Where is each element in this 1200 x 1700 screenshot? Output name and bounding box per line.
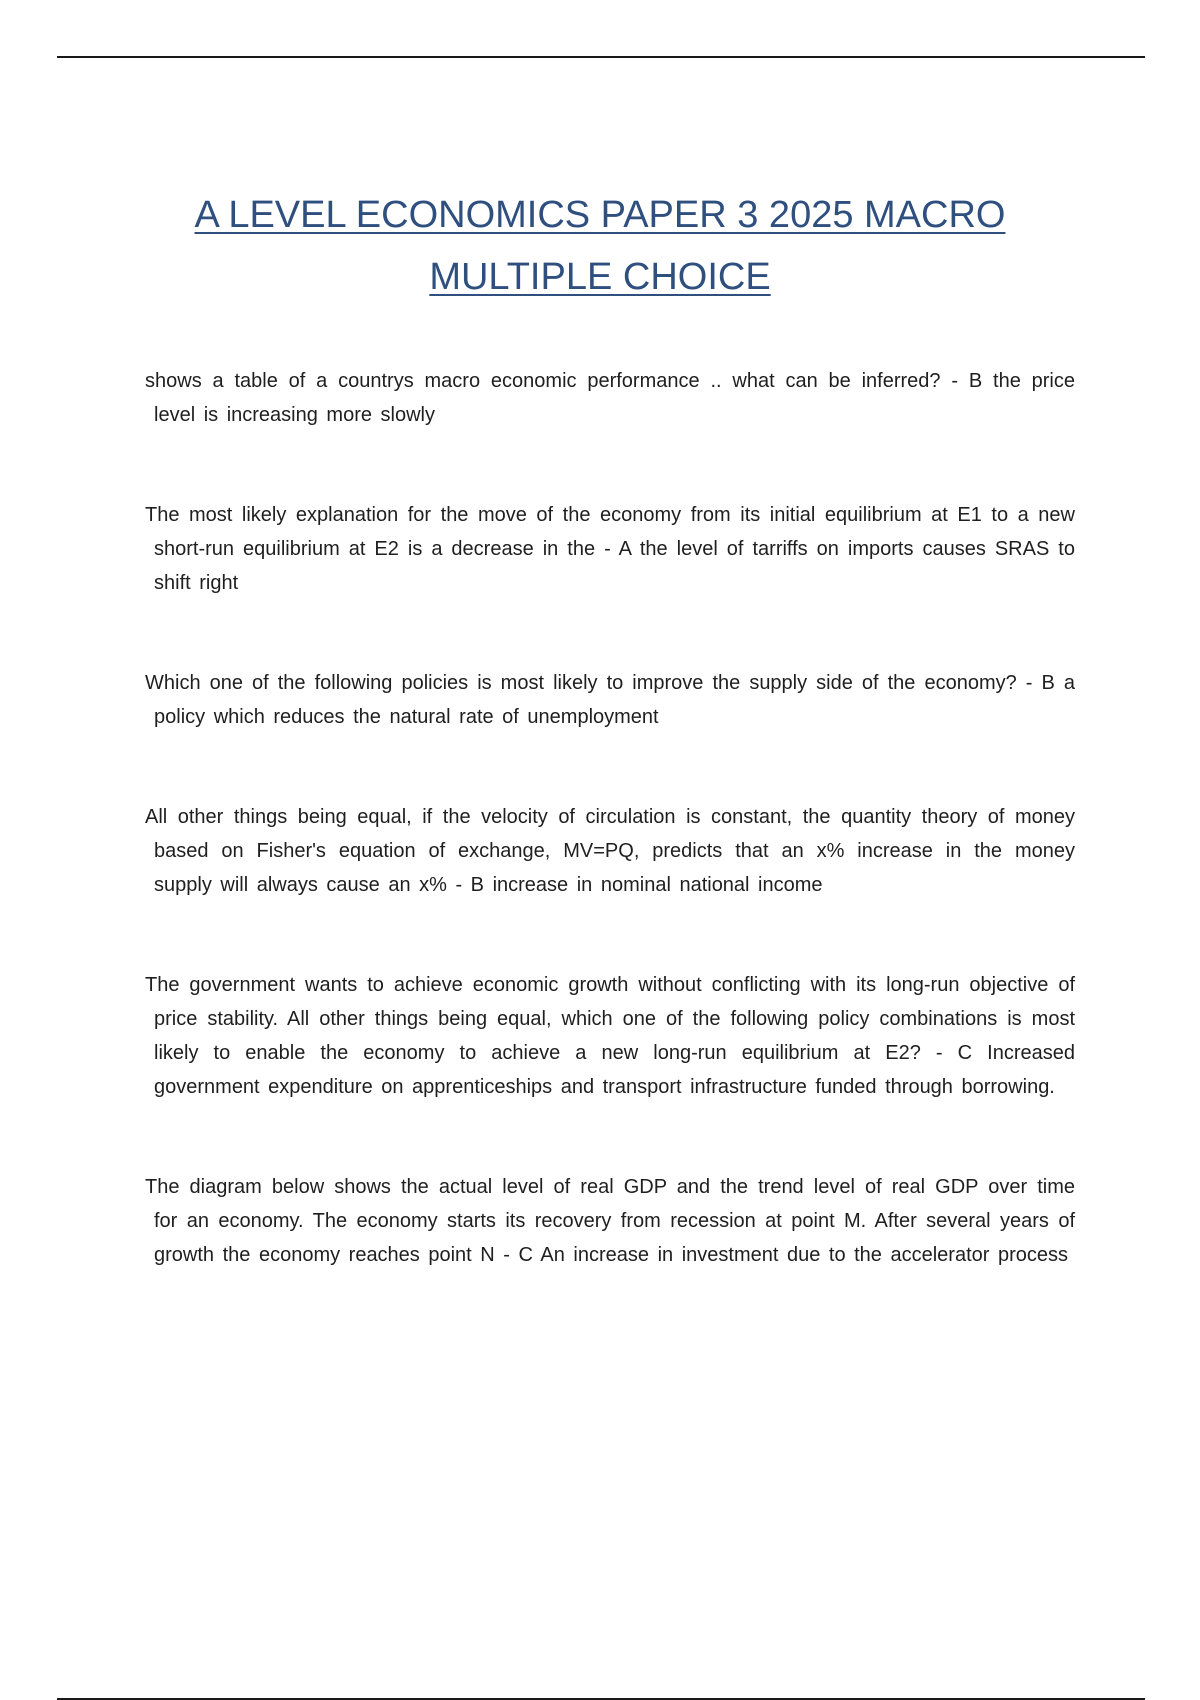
title-line-2: MULTIPLE CHOICE <box>429 256 771 298</box>
top-rule <box>57 56 1145 58</box>
qa-item-1: shows a table of a countrys macro economic performance .. what can be inferred? - B the price level is increasing more slowly <box>145 370 1075 426</box>
title-line-1: A LEVEL ECONOMICS PAPER 3 2025 MACRO <box>194 194 1006 236</box>
qa-item-2: The most likely explanation for the move of the economy from its initial equilibrium at E1 to a new short-run equilibrium at E2 is a decrease in the - A the level of tarriffs on imports causes SRAS to shift right <box>145 504 1075 594</box>
document-title <box>100 184 1100 308</box>
question-answer-list <box>145 364 1075 1272</box>
qa-item-4: All other things being equal, if the velocity of circulation is constant, the quantity theory of money based on Fisher's equation of exchange, MV=PQ, predicts that an x% increase in the money supply will always cause an x% - B increase in nominal national income <box>145 806 1075 896</box>
qa-item-5: The government wants to achieve economic growth without conflicting with its long-run objective of price stability. All other things being equal, which one of the following policy combinations is most likely to enable the economy to achieve a new long-run equilibrium at E2? - C Increased government expenditure on apprenticeships and transport infrastructure funded through borrowing. <box>145 974 1075 1098</box>
qa-item-3: Which one of the following policies is most likely to improve the supply side of the economy? - B a policy which reduces the natural rate of unemployment <box>145 672 1075 728</box>
qa-item-6: The diagram below shows the actual level of real GDP and the trend level of real GDP over time for an economy. The economy starts its recovery from recession at point M. After several years of growth the economy reaches point N - C An increase in investment due to the accelerator process <box>145 1176 1075 1266</box>
